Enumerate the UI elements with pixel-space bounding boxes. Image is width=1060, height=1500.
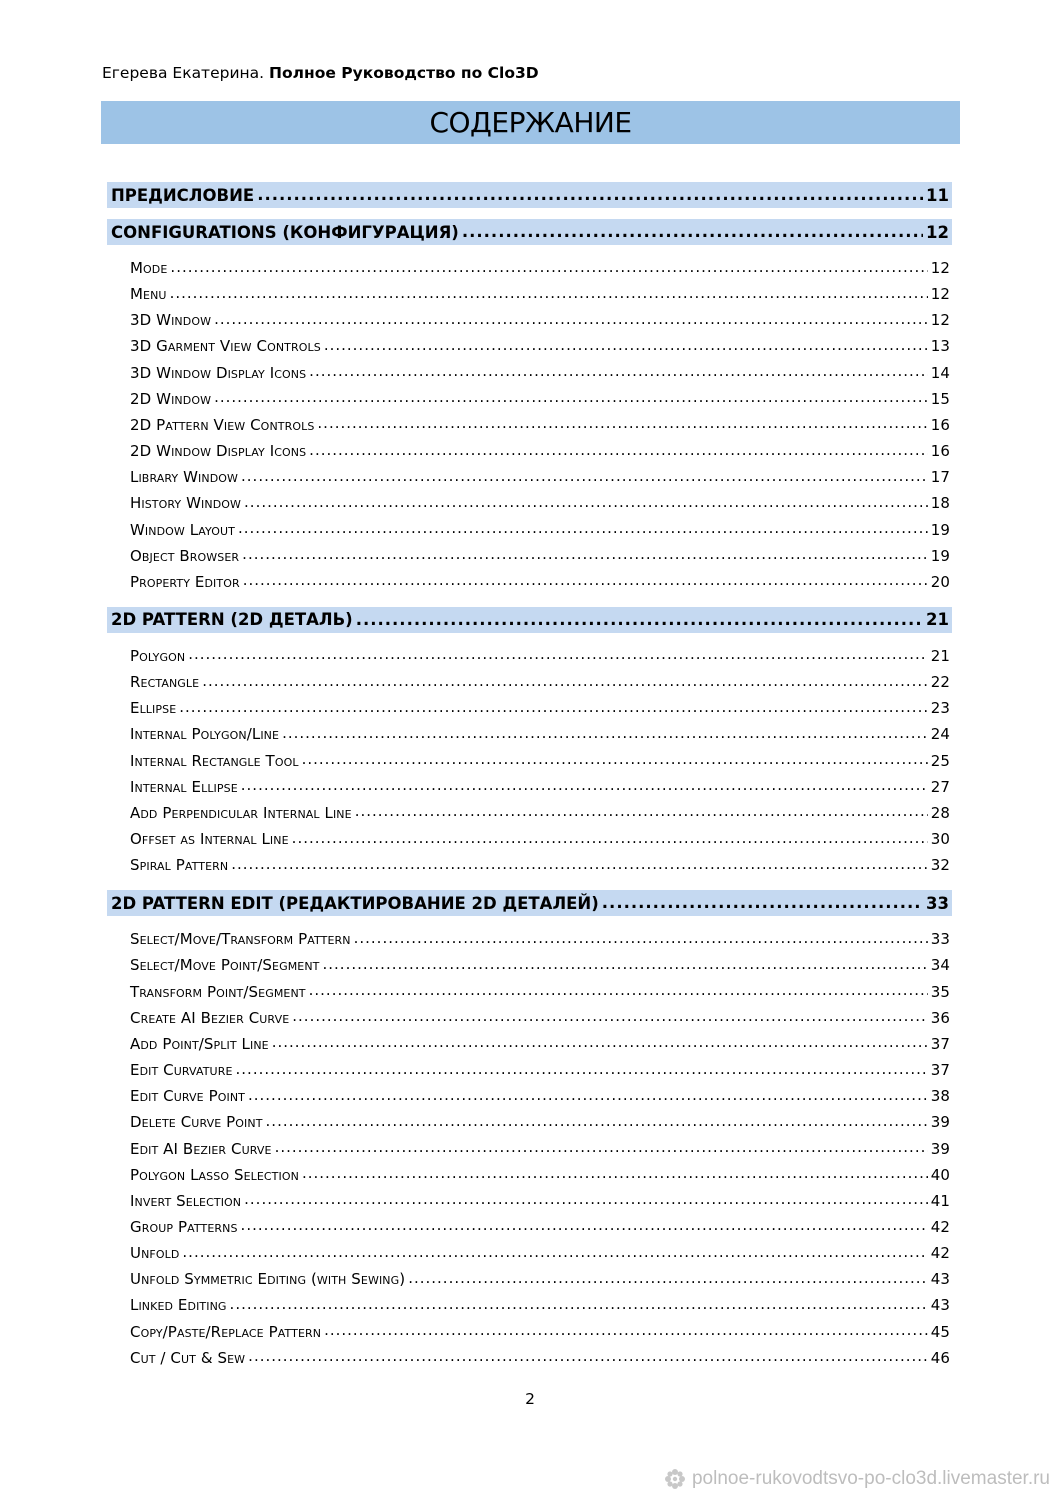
- toc-label: Unfold Symmetric Editing (with Sewing): [130, 1270, 406, 1289]
- toc-page-number: 25: [930, 751, 950, 770]
- toc-label: 3D Window: [130, 311, 212, 330]
- toc-label: Select/Move/Transform Pattern: [130, 930, 351, 949]
- toc-page-number: 16: [930, 415, 950, 434]
- toc-page-number: 41: [930, 1191, 950, 1210]
- toc-page-number: 12: [930, 311, 950, 330]
- toc-entry-row[interactable]: [130, 387, 950, 411]
- toc-entry-row[interactable]: [130, 413, 950, 437]
- toc-label: Spiral Pattern: [130, 856, 229, 875]
- toc-dot-leader: [275, 1141, 928, 1156]
- toc-entry-row[interactable]: [130, 1320, 950, 1344]
- toc-dot-leader: [182, 1246, 927, 1261]
- toc-label: Unfold: [130, 1244, 180, 1263]
- toc-entry-row[interactable]: [130, 927, 950, 951]
- toc-label: History Window: [130, 494, 242, 513]
- toc-label: 2D PATTERN EDIT (РЕДАКТИРОВАНИЕ 2D ДЕТАЛЕЙ): [111, 893, 599, 913]
- toc-label: Linked Editing: [130, 1296, 227, 1315]
- toc-page-number: 42: [930, 1244, 950, 1263]
- toc-page-number: 23: [930, 699, 950, 718]
- toc-dot-leader: [292, 1010, 927, 1025]
- toc-chapter-row[interactable]: [107, 219, 952, 245]
- toc-label: Object Browser: [130, 546, 240, 565]
- toc-entry-row[interactable]: [130, 1189, 950, 1213]
- toc-entry-row[interactable]: [130, 749, 950, 773]
- toc-page-number: 11: [926, 185, 949, 205]
- toc-page-number: 32: [930, 856, 950, 875]
- toc-page-number: 36: [930, 1008, 950, 1027]
- toc-page-number: 16: [930, 442, 950, 461]
- toc-dot-leader: [238, 522, 928, 537]
- toc-page-number: 39: [930, 1139, 950, 1158]
- toc-dot-leader: [257, 187, 923, 204]
- toc-dot-leader: [170, 261, 927, 276]
- toc-entry-row[interactable]: [130, 308, 950, 332]
- toc-label: Window Layout: [130, 520, 235, 539]
- toc-chapter-row[interactable]: [107, 607, 952, 633]
- toc-label: CONFIGURATIONS (КОНФИГУРАЦИЯ): [111, 222, 459, 242]
- toc-page-number: 15: [930, 389, 950, 408]
- toc-entry-row[interactable]: [130, 1032, 950, 1056]
- toc-entry-row[interactable]: [130, 801, 950, 825]
- toc-entry-row[interactable]: [130, 1215, 950, 1239]
- toc-entry-row[interactable]: [130, 256, 950, 280]
- toc-page-number: 20: [930, 572, 950, 591]
- toc-entry-row[interactable]: [130, 361, 950, 385]
- toc-page-number: 39: [930, 1113, 950, 1132]
- toc-dot-leader: [282, 727, 928, 742]
- toc-page-number: 43: [930, 1296, 950, 1315]
- toc-page-number: 27: [930, 777, 950, 796]
- toc-label: Mode: [130, 259, 168, 277]
- toc-label: ПРЕДИСЛОВИЕ: [111, 185, 255, 205]
- running-header: [102, 64, 539, 82]
- toc-label: Offset as Internal Line: [130, 830, 289, 848]
- toc-page-number: 46: [930, 1348, 950, 1367]
- toc-dot-leader: [323, 958, 928, 973]
- toc-page-number: 42: [930, 1217, 950, 1236]
- gear-flower-icon: [664, 1468, 686, 1490]
- toc-page-number: 14: [930, 363, 950, 382]
- toc-dot-leader: [408, 1272, 928, 1287]
- toc-entry-row[interactable]: [130, 1241, 950, 1265]
- toc-page-number: 24: [930, 725, 950, 744]
- toc-dot-leader: [292, 832, 928, 847]
- toc-label: Edit Curve Point: [130, 1087, 245, 1106]
- toc-entry-row[interactable]: [130, 439, 950, 463]
- toc-label: Edit Curvature: [130, 1061, 233, 1080]
- toc-page-number: 13: [930, 337, 950, 356]
- toc-label: Transform Point/Segment: [130, 982, 306, 1001]
- toc-dot-leader: [231, 858, 928, 873]
- toc-label: Ellipse: [130, 699, 177, 718]
- toc-label: Property Editor: [130, 572, 240, 591]
- toc-page-number: 37: [930, 1034, 950, 1053]
- toc-page-number: 33: [930, 930, 950, 949]
- toc-page-number: 43: [930, 1270, 950, 1289]
- toc-label: Menu: [130, 285, 167, 304]
- page-number: 2: [525, 1390, 535, 1408]
- toc-dot-leader: [324, 1324, 928, 1339]
- toc-dot-leader: [602, 895, 923, 912]
- toc-entry-row[interactable]: [130, 465, 950, 489]
- toc-dot-leader: [324, 339, 928, 354]
- toc-label: 3D Garment View Controls: [130, 337, 321, 356]
- toc-dot-leader: [170, 287, 928, 302]
- toc-dot-leader: [202, 675, 928, 690]
- toc-entry-row[interactable]: [130, 853, 950, 877]
- toc-dot-leader: [309, 444, 928, 459]
- toc-label: Group Patterns: [130, 1217, 238, 1236]
- toc-label: Edit AI Bezier Curve: [130, 1139, 272, 1158]
- toc-entry-row[interactable]: [130, 1346, 950, 1370]
- toc-label: 2D Window Display Icons: [130, 442, 307, 461]
- toc-label: Rectangle: [130, 673, 200, 692]
- toc-label: 2D Pattern View Controls: [130, 415, 315, 434]
- toc-label: Library Window: [130, 468, 239, 487]
- toc-dot-leader: [188, 648, 928, 663]
- toc-label: Create AI Bezier Curve: [130, 1008, 290, 1027]
- toc-dot-leader: [244, 1193, 928, 1208]
- toc-label: Add Point/Split Line: [130, 1034, 269, 1053]
- toc-entry-row[interactable]: [130, 696, 950, 720]
- toc-page-number: 19: [930, 520, 950, 539]
- toc-entry-row[interactable]: [130, 334, 950, 358]
- toc-page-number: 12: [926, 222, 949, 242]
- toc-page-number: 22: [930, 673, 950, 692]
- toc-entry-row[interactable]: [130, 518, 950, 542]
- toc-page-number: 18: [930, 494, 950, 513]
- toc-dot-leader: [356, 612, 923, 629]
- toc-label: 2D PATTERN (2D ДЕТАЛЬ): [111, 610, 353, 630]
- toc-page-number: 21: [926, 610, 949, 630]
- toc-entry-row[interactable]: [130, 570, 950, 594]
- toc-dot-leader: [241, 470, 928, 485]
- toc-entry-row[interactable]: [130, 953, 950, 977]
- toc-label: Invert Selection: [130, 1191, 242, 1210]
- toc-entry-row[interactable]: [130, 544, 950, 568]
- toc-dot-leader: [302, 753, 928, 768]
- toc-page-number: 21: [930, 646, 950, 665]
- toc-label: Copy/Paste/Replace Pattern: [130, 1322, 322, 1341]
- toc-dot-leader: [230, 1298, 928, 1313]
- toc-dot-leader: [266, 1115, 928, 1130]
- toc-entry-row[interactable]: [130, 827, 950, 851]
- toc-dot-leader: [244, 496, 928, 511]
- toc-dot-leader: [214, 313, 928, 328]
- toc-page-number: 19: [930, 546, 950, 565]
- toc-label: Select/Move Point/Segment: [130, 956, 320, 975]
- toc-dot-leader: [355, 805, 928, 820]
- toc-entry-row[interactable]: [130, 775, 950, 799]
- toc-label: Internal Rectangle Tool: [130, 751, 299, 770]
- toc-entry-row[interactable]: [130, 1267, 950, 1291]
- toc-page-number: 40: [930, 1165, 950, 1184]
- toc-dot-leader: [248, 1350, 928, 1365]
- toc-entry-row[interactable]: [130, 1163, 950, 1187]
- toc-entry-row[interactable]: [130, 1110, 950, 1134]
- book-title: Полное Руководство по Clo3D: [269, 64, 539, 82]
- toc-label: 3D Window Display Icons: [130, 363, 307, 382]
- toc-page-number: 12: [930, 259, 950, 277]
- toc-dot-leader: [272, 1036, 928, 1051]
- toc-entry-row[interactable]: [130, 1084, 950, 1108]
- toc-entry-row[interactable]: [130, 1006, 950, 1030]
- toc-page-number: 35: [930, 982, 950, 1001]
- toc-dot-leader: [179, 701, 927, 716]
- toc-entry-row[interactable]: [130, 282, 950, 306]
- toc-dot-leader: [462, 224, 923, 241]
- toc-page-number: 30: [930, 830, 950, 848]
- toc-entry-row[interactable]: [130, 980, 950, 1004]
- toc-chapter-row[interactable]: [107, 890, 952, 916]
- toc-page-number: 28: [930, 803, 950, 822]
- toc-page-number: 37: [930, 1061, 950, 1080]
- toc-dot-leader: [309, 365, 928, 380]
- toc-dot-leader: [248, 1089, 928, 1104]
- toc-entry-row[interactable]: [130, 1058, 950, 1082]
- toc-dot-leader: [354, 932, 928, 947]
- toc-dot-leader: [236, 1063, 928, 1078]
- toc-label: Cut / Cut & Sew: [130, 1348, 246, 1367]
- toc-page-number: 38: [930, 1087, 950, 1106]
- toc-page-number: 33: [926, 893, 949, 913]
- toc-dot-leader: [242, 548, 928, 563]
- toc-chapter-row[interactable]: [107, 182, 952, 208]
- page-title-band: [101, 101, 960, 144]
- watermark: [664, 1468, 1050, 1490]
- toc-label: Internal Polygon/Line: [130, 725, 280, 744]
- toc-entry-row[interactable]: [130, 670, 950, 694]
- toc-page-number: 12: [930, 285, 950, 304]
- toc-label: Polygon: [130, 646, 186, 665]
- toc-dot-leader: [243, 574, 928, 589]
- toc-label: Internal Ellipse: [130, 777, 238, 796]
- toc-entry-row[interactable]: [130, 491, 950, 515]
- page-title: СОДЕРЖАНИЕ: [429, 106, 632, 139]
- toc-page-number: 45: [930, 1322, 950, 1341]
- toc-label: Add Perpendicular Internal Line: [130, 803, 352, 822]
- toc-dot-leader: [241, 779, 928, 794]
- toc-entry-row[interactable]: [130, 722, 950, 746]
- toc-dot-leader: [241, 1219, 928, 1234]
- toc-label: Delete Curve Point: [130, 1113, 263, 1132]
- toc-dot-leader: [317, 417, 927, 432]
- toc-label: 2D Window: [130, 389, 212, 408]
- toc-dot-leader: [309, 984, 928, 999]
- toc-entry-row[interactable]: [130, 1137, 950, 1161]
- toc-page-number: 34: [930, 956, 950, 975]
- toc-entry-row[interactable]: [130, 644, 950, 668]
- author-name: Егерева Екатерина.: [102, 64, 265, 82]
- toc-dot-leader: [302, 1167, 928, 1182]
- toc-label: Polygon Lasso Selection: [130, 1165, 299, 1184]
- toc-page-number: 17: [930, 468, 950, 487]
- toc-dot-leader: [214, 391, 928, 406]
- watermark-text: polnoe-rukovodtsvo-po-clo3d.livemaster.ru: [691, 1468, 1050, 1489]
- toc-entry-row[interactable]: [130, 1293, 950, 1317]
